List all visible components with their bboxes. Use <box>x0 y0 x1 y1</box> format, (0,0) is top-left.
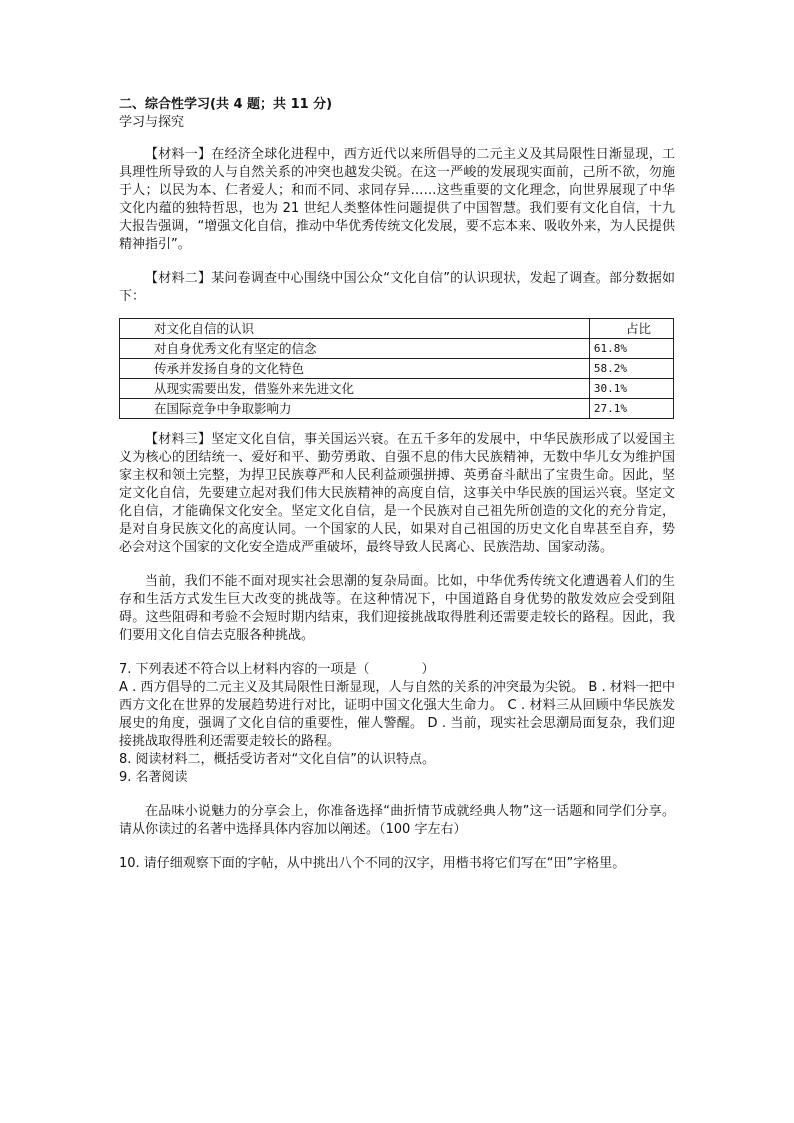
exam-page <box>119 96 675 873</box>
material-three-continued: 当前，我们不能不面对现实社会思潮的复杂局面。比如，中华优秀传统文化遭遇着人们的生存和生活方式发生巨大改变的挑战等。在这种情况下，中国道路自身优势的散发效应会受到阻碍。这些阻碍和考验不会短时期内结束，我们迎接挑战取得胜利还需要走较长的路程。因此，我们要用文化自信去克服各种挑战。 <box>119 574 675 643</box>
table-cell-value: 58.2% <box>590 359 674 379</box>
table-cell-value: 61.8% <box>590 339 674 359</box>
table-row <box>120 339 674 359</box>
table-cell-value: 30.1% <box>590 379 674 399</box>
table-header-label: 对文化自信的认识 <box>120 319 590 339</box>
table-cell-label: 在国际竞争中争取影响力 <box>120 399 590 419</box>
question-10: 10. 请仔细观察下面的字帖，从中挑出八个不同的汉字，用楷书将它们写在“田”字格里。 <box>119 856 626 871</box>
material-two: 【材料二】某问卷调查中心围绕中国公众“文化自信”的认识现状，发起了调查。部分数据如下： <box>119 271 675 304</box>
table-header-row <box>120 319 674 339</box>
question-9: 9. 名著阅读 <box>119 770 188 785</box>
table-row <box>120 399 674 419</box>
question-7-options: A . 西方倡导的二元主义及其局限性日渐显现，人与自然的关系的冲突最为尖锐。 B . 材料一把中西方文化在世界的发展趋势进行对比，证明中国文化强大生命力。 C . 材料三从回顾中华民族发展史的角度，强调了文化自信的重要性，催人警醒。 D . 当前，现实社会思潮局面复杂，我们迎接挑战取得胜利还需要走较长的路程。 <box>119 680 675 749</box>
table-cell-label: 对自身优秀文化有坚定的信念 <box>120 339 590 359</box>
table-cell-label: 从现实需要出发，借鉴外来先进文化 <box>120 379 590 399</box>
table-cell-label: 传承并发扬自身的文化特色 <box>120 359 590 379</box>
survey-table <box>119 318 674 419</box>
material-three: 【材料三】坚定文化自信，事关国运兴衰。在五千多年的发展中，中华民族形成了以爱国主义为核心的团结统一、爱好和平、勤劳勇敢、自强不息的伟大民族精神，无数中华儿女为维护国家主权和领土完整，为捍卫民族尊严和人民利益顽强拼搏、英勇奋斗献出了宝贵生命。因此，坚定文化自信，先要建立起对我们伟大民族精神的高度自信，这事关中华民族的国运兴衰。坚定文化自信，才能确保文化安全。坚定文化自信，是一个民族对自己祖先所创造的文化的充分肯定，是对自身民族文化的高度认同。一个国家的人民，如果对自己祖国的历史文化自卑甚至自弃，势必会对这个国家的文化安全造成严重破坏，最终导致人民离心、民族浩劫、国家动荡。 <box>119 432 675 555</box>
question-7: 7. 下列表述不符合以上材料内容的一项是（ ） <box>119 662 435 677</box>
table-row <box>120 359 674 379</box>
material-one: 【材料一】在经济全球化进程中，西方近代以来所倡导的二元主义及其局限性日渐显现，工具理性所导致的人与自然关系的冲突也越发尖锐。在这一严峻的发展现实面前，己所不欲，勿施于人；以民为本、仁者爱人；和而不同、求同存异……这些重要的文化理念，向世界展现了中华文化内蕴的独特哲思，也为 21 世纪人类整体性问题提供了中国智慧。我们要有文化自信，十九大报告强调，“增强文化自信，推动中华优秀传统文化发展，要不忘本来、吸收外来，为人民提供精神指引”。 <box>119 147 675 252</box>
question-9-body: 在品味小说魅力的分享会上，你准备选择“曲折情节成就经典人物”这一话题和同学们分享。请从你读过的名著中选择具体内容加以阐述。（100 字左右） <box>119 804 675 837</box>
section-title: 二、综合性学习(共 4 题；共 11 分) <box>119 97 333 112</box>
section-subtitle: 学习与探究 <box>119 115 185 130</box>
table-header-value: 占比 <box>590 319 674 339</box>
table-cell-value: 27.1% <box>590 399 674 419</box>
question-8: 8. 阅读材料二，概括受访者对“文化自信”的认识特点。 <box>119 752 436 767</box>
table-row <box>120 379 674 399</box>
